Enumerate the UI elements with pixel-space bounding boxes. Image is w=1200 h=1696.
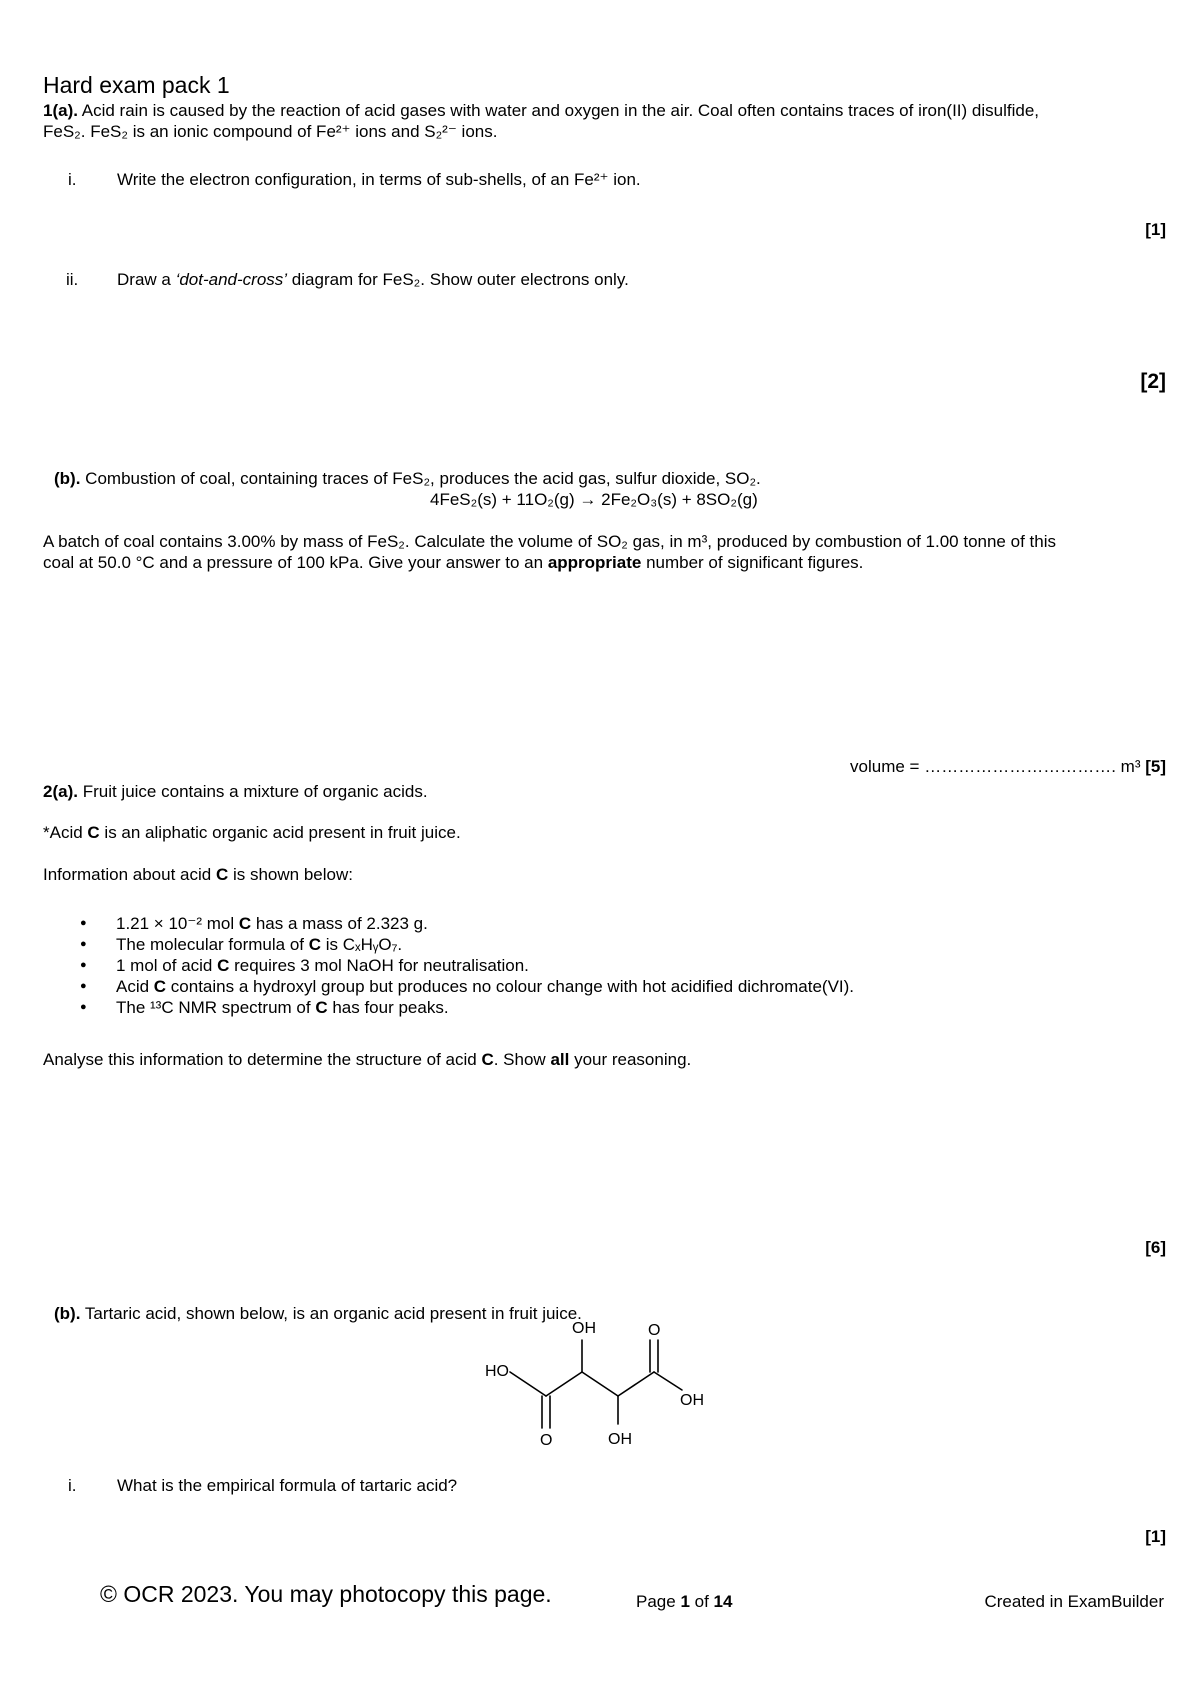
footer-page-current: 1 <box>680 1592 690 1611</box>
q1b-batch-line2-bold: appropriate <box>547 553 642 572</box>
q2a-analyse-all: all <box>550 1050 570 1069</box>
bullet-2-pre: The molecular formula of <box>116 935 309 954</box>
q1b-label: (b). <box>54 469 81 488</box>
bond-c1-c2 <box>546 1372 582 1396</box>
q2a-acid-post: is an aliphatic organic acid present in fruit juice. <box>99 823 461 842</box>
tartaric-acid-structure-diagram <box>470 1316 740 1450</box>
list-item <box>78 913 854 934</box>
q1a-label: 1(a). <box>43 101 78 120</box>
q1b-equation: 4FeS₂(s) + 11O₂(g) → 2Fe₂O₃(s) + 8SO₂(g) <box>430 490 758 509</box>
q1b-text: Combustion of coal, containing traces of FeS₂, produces the acid gas, sulfur dioxide, SO₂. <box>85 469 761 488</box>
list-item <box>78 934 854 955</box>
bond-c2-c3 <box>582 1372 618 1396</box>
bullet-4-pre: Acid <box>116 977 154 996</box>
atom-label-o-bottom: O <box>540 1432 553 1449</box>
list-item <box>78 976 854 997</box>
q1b-prompt <box>54 469 761 489</box>
q1a-ii-number: ii. <box>66 270 79 289</box>
q2a-analyse-mid: . Show <box>493 1050 551 1069</box>
q1b-batch-line1: A batch of coal contains 3.00% by mass of FeS₂. Calculate the volume of SO₂ gas, in m³, produced by combustion of 1.00 tonne of this <box>43 532 1056 551</box>
bullet-3-pre: 1 mol of acid <box>116 956 218 975</box>
q2b-text: Tartaric acid, shown below, is an organic acid present in fruit juice. <box>84 1304 582 1323</box>
q2a-label: 2(a). <box>43 782 78 801</box>
q2a-mark: [6] <box>1145 1238 1166 1257</box>
q1a-ii-text-pre: Draw a <box>117 270 176 289</box>
atom-label-oh-right: OH <box>680 1392 704 1409</box>
q1b-batch-line2-pre: coal at 50.0 °C and a pressure of 100 kPa. Give your answer to an <box>43 553 548 572</box>
q2a-analyse-statement <box>43 1050 691 1070</box>
q2a-info-post: is shown below: <box>228 865 353 884</box>
q2b-label: (b). <box>54 1304 81 1323</box>
footer-page-pre: Page <box>636 1592 681 1611</box>
bullet-3-post: requires 3 mol NaOH for neutralisation. <box>229 956 529 975</box>
q2a-prompt <box>43 782 428 802</box>
q2a-info-statement <box>43 865 353 885</box>
q1a-i-number: i. <box>68 170 77 189</box>
q1a-ii-text-emphasis: ‘dot-and-cross’ <box>175 270 288 289</box>
q1a-ii-text <box>117 270 629 290</box>
bullet-1-pre: 1.21 × 10⁻² mol <box>116 914 239 933</box>
bond-c4-oh <box>654 1372 682 1390</box>
q2b-i-mark: [1] <box>1145 1527 1166 1546</box>
bullet-2-bold: C <box>308 935 322 954</box>
q1a-intro <box>43 100 1173 142</box>
q2a-info-c: C <box>215 865 229 884</box>
q2b-i-number: i. <box>68 1476 77 1495</box>
bond-c3-c4 <box>618 1372 654 1396</box>
footer-page-total: 14 <box>713 1592 733 1611</box>
q1b-answer-mark: [5] <box>1145 757 1166 776</box>
q1b-answer-line: volume = ……………………………. m³ <box>850 757 1141 776</box>
footer-page-number <box>636 1592 732 1612</box>
page-title: Hard exam pack 1 <box>43 72 230 98</box>
q1b-answer <box>850 757 1166 777</box>
q2b-i-text: What is the empirical formula of tartaric acid? <box>117 1476 458 1495</box>
footer-created: Created in ExamBuilder <box>984 1592 1164 1611</box>
q1a-ii-mark: [2] <box>1140 370 1166 393</box>
q1a-text-line1: Acid rain is caused by the reaction of acid gases with water and oxygen in the air. Coal often contains traces of iron(II) disulfide, <box>81 101 1040 120</box>
bond-ho-c1 <box>510 1372 546 1396</box>
structure-bonds <box>510 1340 682 1428</box>
atom-label-o-top: O <box>648 1322 661 1339</box>
bullet-5-bold: C <box>315 998 328 1017</box>
bullet-3-bold: C <box>217 956 230 975</box>
q1a-i-mark: [1] <box>1145 220 1166 239</box>
q2a-analyse-c: C <box>481 1050 494 1069</box>
q2a-acid-pre: *Acid <box>43 823 88 842</box>
bullet-4-post: contains a hydroxyl group but produces no colour change with hot acidified dichromate(VI). <box>166 977 855 996</box>
q2a-info-pre: Information about acid <box>43 865 216 884</box>
bullet-5-pre: The ¹³C NMR spectrum of <box>116 998 316 1017</box>
list-item <box>78 955 854 976</box>
bullet-1-bold: C <box>238 914 252 933</box>
q2a-analyse-post: your reasoning. <box>569 1050 692 1069</box>
bullet-1-post: has a mass of 2.323 g. <box>251 914 428 933</box>
q2a-analyse-pre: Analyse this information to determine the structure of acid <box>43 1050 482 1069</box>
structure-atom-labels <box>485 1320 704 1449</box>
q1a-text-line2: FeS₂. FeS₂ is an ionic compound of Fe²⁺ ions and S₂²⁻ ions. <box>43 122 498 141</box>
atom-label-ho: HO <box>485 1363 509 1380</box>
bullet-5-post: has four peaks. <box>327 998 449 1017</box>
q1a-ii-text-post: diagram for FeS₂. Show outer electrons only. <box>287 270 629 289</box>
q2a-info-list <box>78 913 854 1018</box>
bullet-4-bold: C <box>153 977 167 996</box>
q1b-batch-text <box>43 531 1183 573</box>
atom-label-oh-top: OH <box>572 1320 596 1337</box>
list-item <box>78 997 854 1018</box>
q1b-batch-line2-post: number of significant figures. <box>641 553 864 572</box>
q2a-acid-statement <box>43 823 461 843</box>
footer-page-of: of <box>689 1592 714 1611</box>
atom-label-oh-bottom: OH <box>608 1431 632 1448</box>
bullet-2-post: is CₓHᵧO₇. <box>321 935 403 954</box>
q2a-acid-c: C <box>87 823 100 842</box>
q1a-i-text: Write the electron configuration, in terms of sub-shells, of an Fe²⁺ ion. <box>117 170 641 189</box>
q2a-text: Fruit juice contains a mixture of organic acids. <box>82 782 428 801</box>
footer-copyright: © OCR 2023. You may photocopy this page. <box>100 1581 552 1607</box>
